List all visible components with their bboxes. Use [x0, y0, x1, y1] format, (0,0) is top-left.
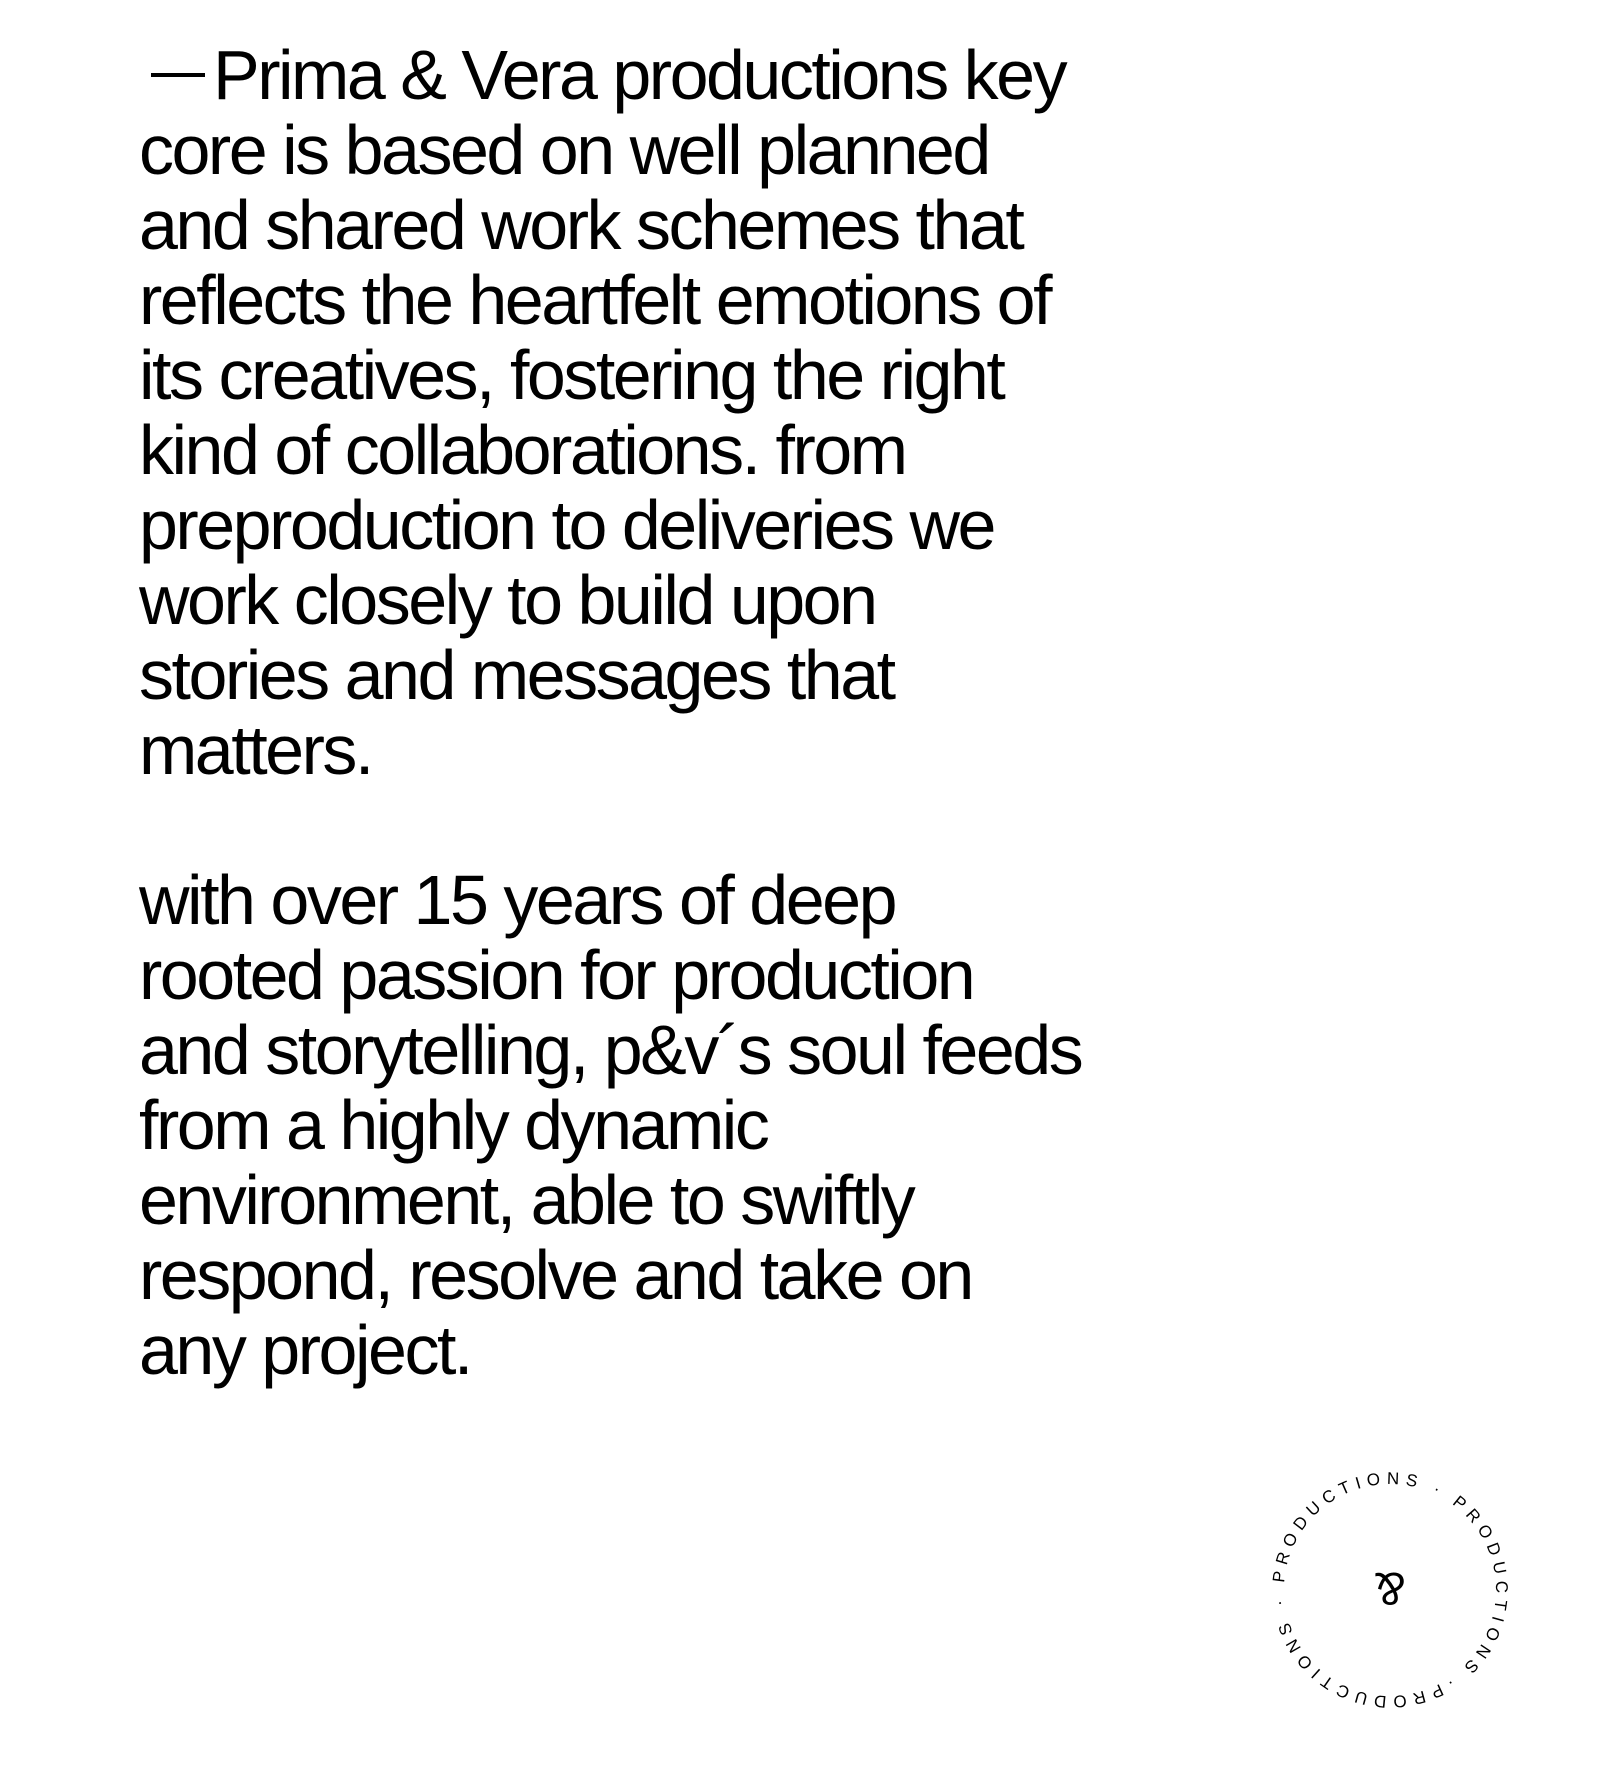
- text-line: with over 15 years of deep: [139, 861, 896, 939]
- text-line: work closely to build upon: [139, 561, 876, 639]
- text-line: and storytelling, p&v´s soul feeds: [139, 1011, 1082, 1089]
- text-line: matters.: [139, 711, 372, 789]
- text-line: its creatives, fostering the right: [139, 336, 1004, 414]
- text-line: rooted passion for production: [139, 936, 974, 1014]
- text-line: any project.: [139, 1311, 471, 1389]
- text-line: reflects the heartfelt emotions of: [139, 261, 1051, 339]
- text-line: respond, resolve and take on: [139, 1236, 972, 1314]
- experience-paragraph: [139, 863, 1081, 1388]
- text-line-content: Prima & Vera productions key: [213, 36, 1066, 114]
- text-line: core is based on well planned: [139, 111, 989, 189]
- text-line: and shared work schemes that: [139, 186, 1023, 264]
- text-line: stories and messages that: [139, 636, 894, 714]
- text-line: preproduction to deliveries we: [139, 486, 994, 564]
- seal-graphic: [1260, 1460, 1520, 1720]
- text-line: environment, able to swiftly: [139, 1161, 914, 1239]
- text-line: [139, 38, 1065, 113]
- ampersand-mark: &: [1374, 1563, 1406, 1615]
- intro-paragraph: [139, 38, 1065, 788]
- em-dash: [151, 73, 205, 77]
- text-line: kind of collaborations. from: [139, 411, 906, 489]
- productions-seal-logo: [1260, 1460, 1520, 1720]
- text-line: from a highly dynamic: [139, 1086, 768, 1164]
- seal-ring-textpath: PRODUCTIONS · PRODUCTIONS · PRODUCTIONS ·: [1268, 1468, 1512, 1712]
